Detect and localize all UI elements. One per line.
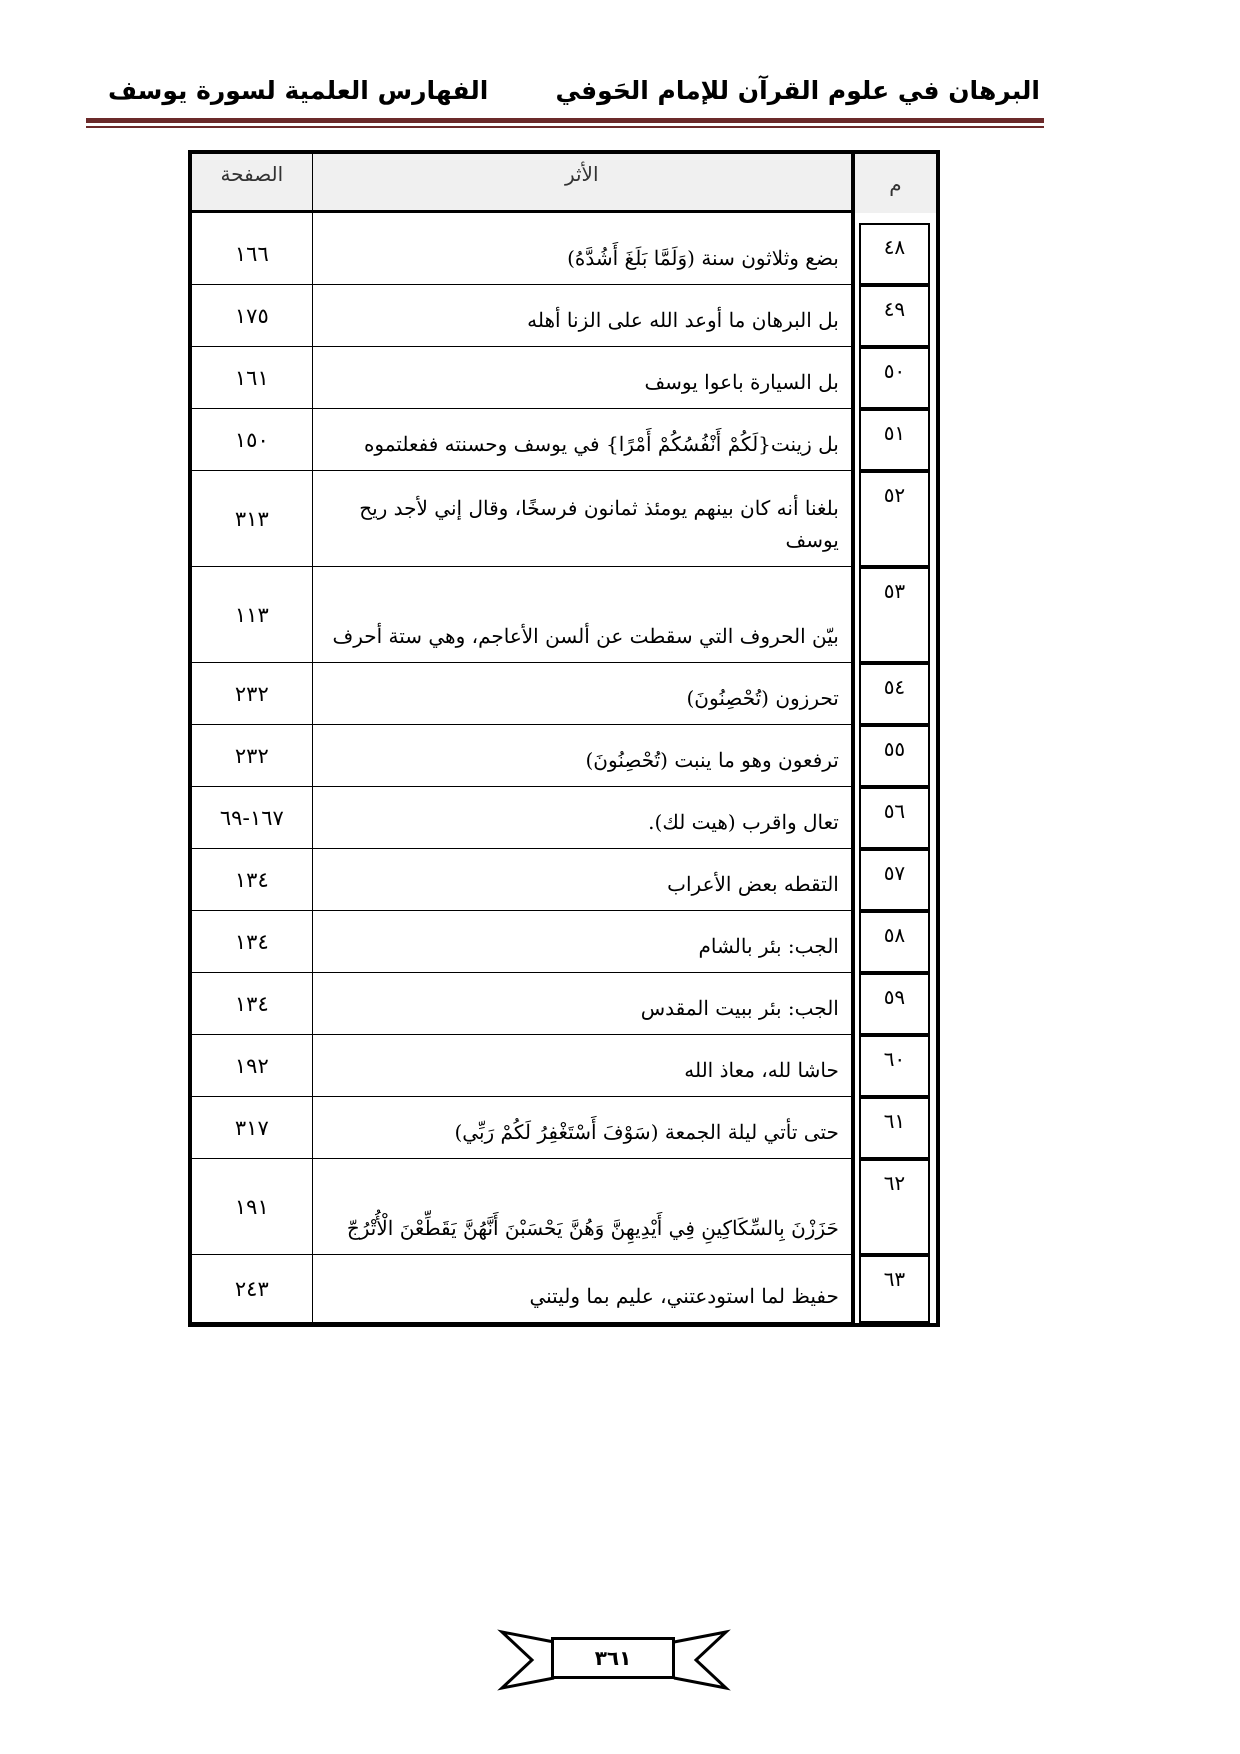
row-number: ٥١ (851, 409, 936, 471)
row-text: الجب: بئر ببيت المقدس (312, 973, 851, 1035)
row-text: حَزَزْنَ بِالسِّكَاكِينِ فِي أَيْدِيهِنَّ وَهُنَّ يَحْسَبْنَ أَنَّهُنَّ يَقَطِّعْنَ الْأُتْرُجّ (312, 1159, 851, 1255)
row-text: حاشا لله، معاذ الله (312, 1035, 851, 1097)
row-page: ٢٤٣ (192, 1255, 312, 1323)
page-header (88, 70, 1040, 120)
table-row (192, 347, 936, 409)
table-row (192, 663, 936, 725)
table-row (192, 911, 936, 973)
table-row (192, 223, 936, 285)
header-rule-thin (86, 126, 1044, 128)
header-page: الصفحة (192, 154, 312, 213)
row-text: تعال واقرب (هيت لك). (312, 787, 851, 849)
row-text: بل زينت{لَكُمْ أَنْفُسُكُمْ أَمْرًا} في يوسف وحسنته ففعلتموه (312, 409, 851, 471)
page-number-banner (496, 1622, 732, 1712)
table-row (192, 973, 936, 1035)
table-row (192, 409, 936, 471)
row-text: ترفعون وهو ما ينبت (تُحْصِنُونَ) (312, 725, 851, 787)
table-row (192, 285, 936, 347)
row-number: ٦١ (851, 1097, 936, 1159)
table-row (192, 567, 936, 663)
row-number: ٥٢ (851, 471, 936, 567)
row-number: ٥٧ (851, 849, 936, 911)
row-page: ١٦١ (192, 347, 312, 409)
row-page: ١١٣ (192, 567, 312, 663)
row-page: ٣١٣ (192, 471, 312, 567)
table-row (192, 1097, 936, 1159)
row-page: ٣١٧ (192, 1097, 312, 1159)
row-page: ٢٣٢ (192, 725, 312, 787)
row-number: ٥٩ (851, 973, 936, 1035)
row-page: ١٣٤ (192, 911, 312, 973)
row-page: ١٩١ (192, 1159, 312, 1255)
row-text: بضع وثلاثون سنة (وَلَمَّا بَلَغَ أَشُدَّهُ) (312, 223, 851, 285)
book-title: البرهان في علوم القرآن للإمام الحَوفي (555, 76, 1040, 105)
row-number: ٥٣ (851, 567, 936, 663)
index-table (188, 150, 940, 1327)
row-number: ٥٦ (851, 787, 936, 849)
table-row (192, 725, 936, 787)
row-text: حتى تأتي ليلة الجمعة (سَوْفَ أَسْتَغْفِرُ لَكُمْ رَبِّي) (312, 1097, 851, 1159)
row-page: ١٣٤ (192, 849, 312, 911)
table-row (192, 787, 936, 849)
row-number: ٦٠ (851, 1035, 936, 1097)
row-number: ٤٨ (851, 223, 936, 285)
row-text: بيّن الحروف التي سقطت عن ألسن الأعاجم، وهي ستة أحرف (312, 567, 851, 663)
row-page: ١٣٤ (192, 973, 312, 1035)
table-row (192, 1255, 936, 1323)
row-page: ٢٣٢ (192, 663, 312, 725)
row-page: ١٧٥ (192, 285, 312, 347)
table-row (192, 1159, 936, 1255)
table-row (192, 849, 936, 911)
row-text: بل السيارة باعوا يوسف (312, 347, 851, 409)
row-number: ٥٠ (851, 347, 936, 409)
row-text: التقطه بعض الأعراب (312, 849, 851, 911)
row-text: بلغنا أنه كان بينهم يومئذ ثمانون فرسخًا، وقال إني لأجد ريح يوسف (312, 471, 851, 567)
header-num: م (851, 154, 936, 213)
header-text: الأثر (312, 154, 851, 213)
row-text: حفيظ لما استودعتني، عليم بما وليتني (312, 1255, 851, 1323)
row-number: ٦٣ (851, 1255, 936, 1323)
row-number: ٥٥ (851, 725, 936, 787)
row-page: ١٦٦ (192, 223, 312, 285)
row-number: ٤٩ (851, 285, 936, 347)
table-row (192, 471, 936, 567)
row-text: الجب: بئر بالشام (312, 911, 851, 973)
row-page: ١٦٧-٦٩ (192, 787, 312, 849)
section-title: الفهارس العلمية لسورة يوسف (108, 76, 489, 105)
row-text: بل البرهان ما أوعد الله على الزنا أهله (312, 285, 851, 347)
table-row (192, 1035, 936, 1097)
row-number: ٥٤ (851, 663, 936, 725)
row-number: ٥٨ (851, 911, 936, 973)
row-page: ١٥٠ (192, 409, 312, 471)
row-text: تحرزون (تُحْصِنُونَ) (312, 663, 851, 725)
row-number: ٦٢ (851, 1159, 936, 1255)
page-number: ٣٦١ (551, 1637, 675, 1679)
header-rule-thick (86, 118, 1044, 123)
row-page: ١٩٢ (192, 1035, 312, 1097)
